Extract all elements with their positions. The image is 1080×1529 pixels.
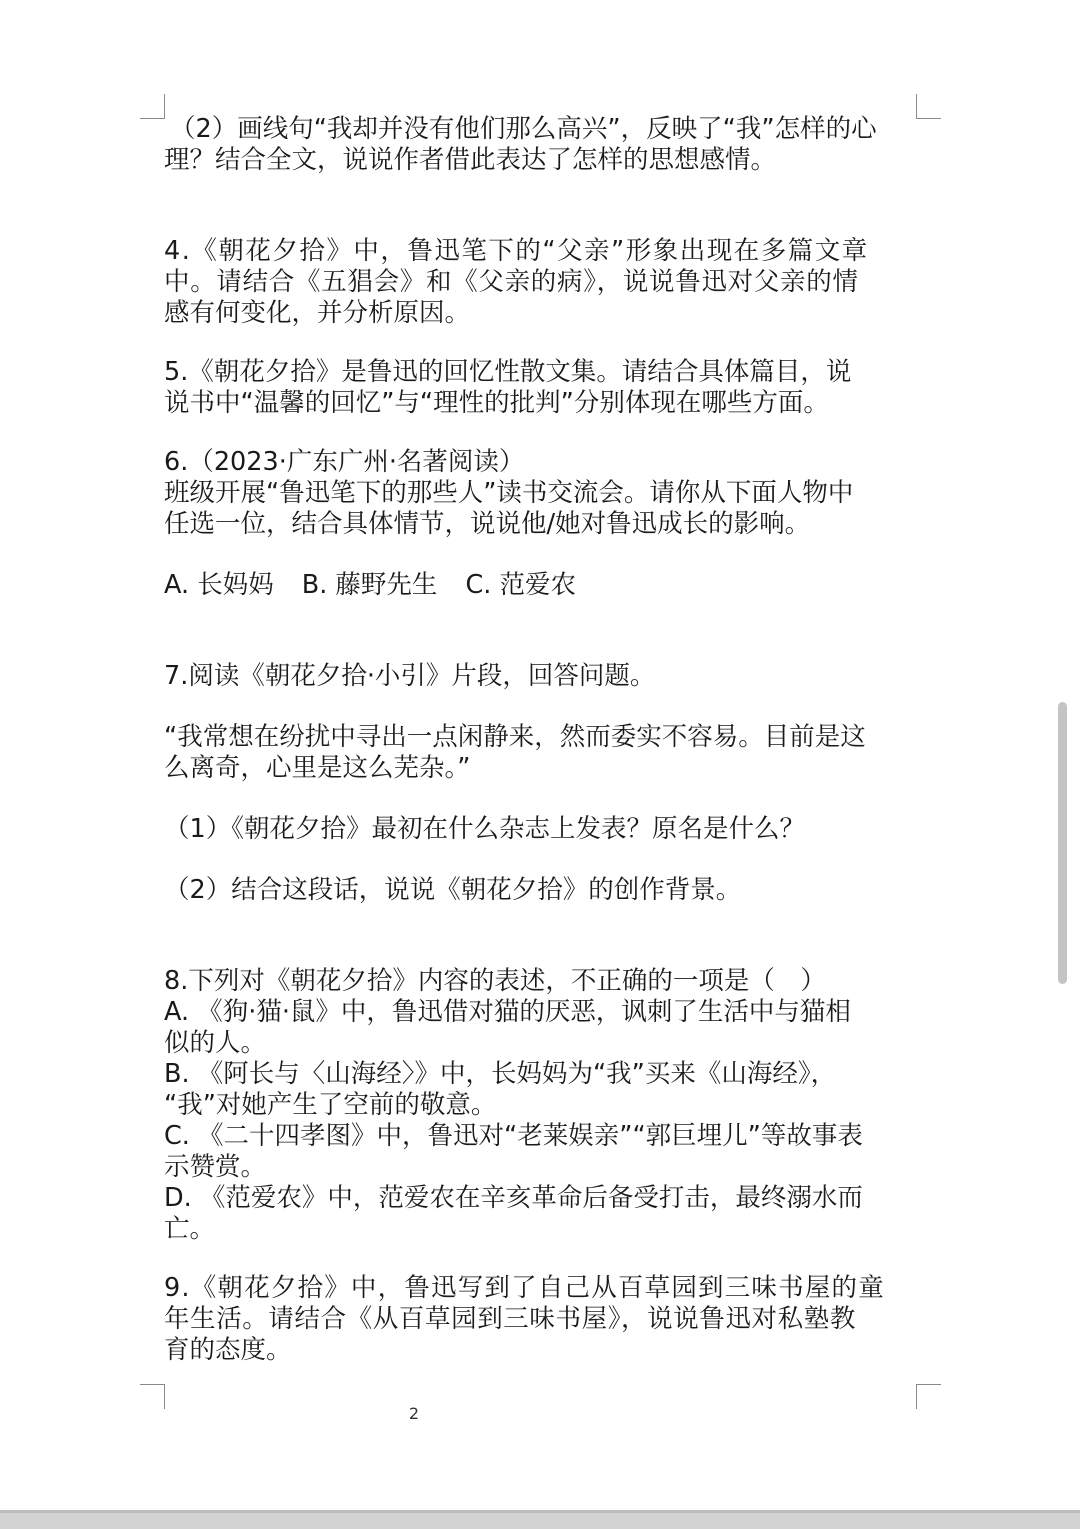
text-line: 感有何变化，并分析原因。	[164, 298, 471, 328]
text-line: 理？结合全文，说说作者借此表达了怎样的思想感情。	[164, 145, 777, 175]
text-line: 亡。	[164, 1214, 216, 1244]
text-line: 任选一位，结合具体情节，说说他/她对鲁迅成长的影响。	[164, 509, 811, 539]
text-line: 似的人。	[164, 1028, 267, 1058]
text-line: 7.阅读《朝花夕拾·小引》片段，回答问题。	[164, 661, 656, 691]
text-line: 9.《朝花夕拾》中，鲁迅写到了自己从百草园到三味书屋的童	[164, 1273, 885, 1303]
document-body	[164, 114, 920, 1366]
text-line: 年生活。请结合《从百草园到三味书屋》，说说鲁迅对私塾教	[164, 1304, 856, 1334]
page-number: 2	[408, 1404, 420, 1423]
text-line: 么离奇，心里是这么芜杂。”	[164, 753, 471, 783]
text-line: “我”对她产生了空前的敬意。	[164, 1090, 497, 1120]
option-a: A. 长妈妈	[164, 570, 274, 600]
page-gap	[0, 1510, 1080, 1529]
text-line: 6.（2023·广东广州·名著阅读）	[164, 447, 525, 477]
vertical-scrollbar-thumb[interactable]	[1058, 702, 1067, 984]
text-line: A. 《狗·猫·鼠》中，鲁迅借对猫的厌恶，讽刺了生活中与猫相	[164, 997, 851, 1027]
text-line: 说书中“温馨的回忆”与“理性的批判”分别体现在哪些方面。	[164, 388, 829, 418]
option-b: B. 藤野先生	[301, 570, 438, 600]
text-line: “我常想在纷扰中寻出一点闲静来，然而委实不容易。目前是这	[164, 722, 866, 752]
text-line: 示赞赏。	[164, 1152, 267, 1182]
option-c: C. 范爱农	[465, 570, 576, 600]
text-line: （2）画线句“我却并没有他们那么高兴”，反映了“我”怎样的心	[170, 114, 877, 144]
margin-corner-mark	[140, 94, 165, 119]
text-line: 5.《朝花夕拾》是鲁迅的回忆性散文集。请结合具体篇目，说	[164, 357, 852, 387]
text-line: 班级开展“鲁迅笔下的那些人”读书交流会。请你从下面人物中	[164, 478, 854, 508]
text-line: 4.《朝花夕拾》中，鲁迅笔下的“父亲”形象出现在多篇文章	[164, 236, 869, 266]
text-line: C. 《二十四孝图》中，鲁迅对“老莱娱亲”“郭巨埋儿”等故事表	[164, 1121, 863, 1151]
option-row	[164, 570, 920, 601]
text-line: D. 《范爱农》中，范爱农在辛亥革命后备受打击，最终溺水而	[164, 1183, 863, 1213]
text-line: 育的态度。	[164, 1335, 292, 1365]
margin-corner-mark	[140, 1384, 165, 1409]
text-line: B. 《阿长与〈山海经〉》中，长妈妈为“我”买来《山海经》，	[164, 1059, 837, 1089]
text-line: 8.下列对《朝花夕拾》内容的表述，不正确的一项是（ ）	[164, 966, 826, 996]
text-line: （2）结合这段话，说说《朝花夕拾》的创作背景。	[164, 875, 742, 905]
text-line: （1）《朝花夕拾》最初在什么杂志上发表？原名是什么？	[164, 814, 805, 844]
text-line: 中。请结合《五猖会》和《父亲的病》，说说鲁迅对父亲的情	[164, 267, 859, 297]
margin-corner-mark	[916, 1384, 941, 1409]
